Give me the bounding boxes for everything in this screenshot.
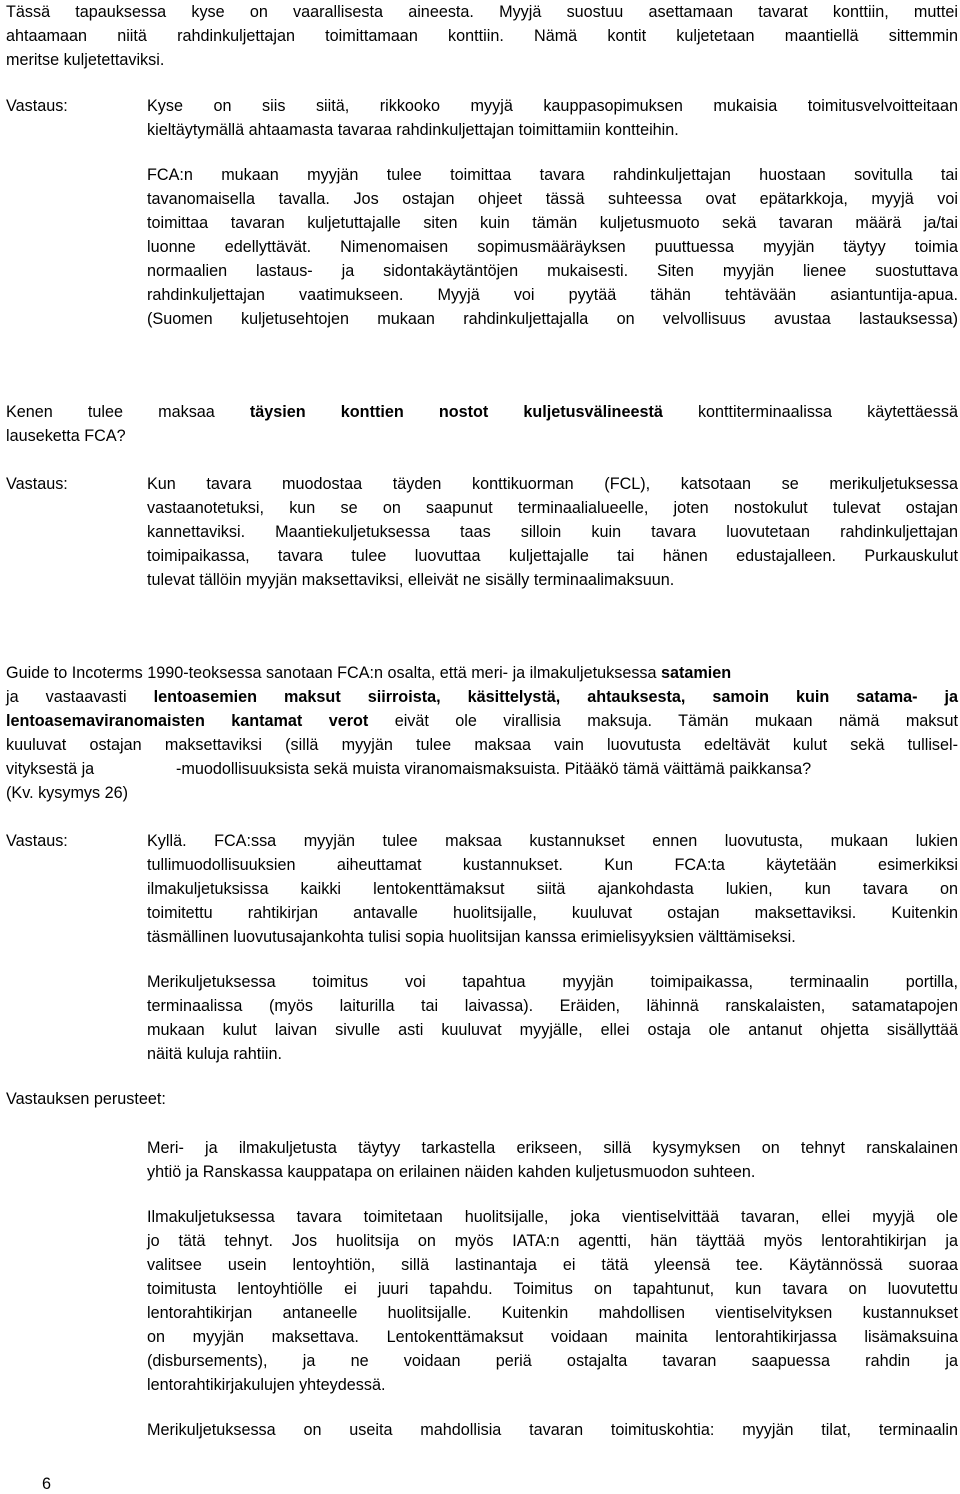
- text-line: täsmällinen luovutusajankohta tulisi sopia huolitsijan kanssa erimielisyyksien välttämiseksi.: [147, 928, 796, 946]
- text-line: Kun tavara muodostaa täyden konttikuorman (FCL), katsotaan se merikuljetuksessa: [147, 475, 958, 493]
- answer3-paragraph-1: [147, 829, 958, 949]
- text-line: terminaalissa (myös laiturilla tai laivassa). Eräiden, lähinnä ranskalaisten, satamatapojen: [147, 997, 958, 1015]
- question3-paragraph: [6, 661, 958, 805]
- question-text: ja vastaavasti: [6, 688, 154, 706]
- text-line: [6, 757, 958, 781]
- grounds-paragraph-1: [147, 1136, 958, 1184]
- text-line: Merikuljetuksessa toimitus voi tapahtua myyjän toimipaikassa, terminaalin portilla,: [147, 973, 958, 991]
- grounds-paragraph-2: [147, 1205, 958, 1397]
- text-line: Kyse on siis siitä, rikkooko myyjä kauppasopimuksen mukaisia toimitusvelvoitteitaan: [147, 97, 958, 115]
- text-line: näitä kuluja rahtiin.: [147, 1045, 282, 1063]
- text-line: FCA:n mukaan myyjän tulee toimittaa tavara rahdinkuljettajan huostaan sovitulla tai: [147, 166, 958, 184]
- text-line: [6, 661, 958, 685]
- text-line: tulevat tällöin myyjän maksettaviksi, elleivät ne sisälly terminaalimaksuun.: [147, 571, 675, 589]
- text-line: toimitusta lentoyhtiölle ei juuri tapahdu. Toimitus on tapahtunut, kun tavara on luovutettu: [147, 1280, 958, 1298]
- text-line: meritse kuljetettaviksi.: [6, 51, 165, 69]
- text-line: vastaanotetuksi, kun se on saapunut terminaalialueelle, joten nostokulut tulevat ostajan: [147, 499, 958, 517]
- text-line: lentorahtikirjakulujen yhteydessä.: [147, 1376, 386, 1394]
- answer-label: Vastaus:: [6, 97, 68, 115]
- answer-label: Vastaus:: [6, 475, 68, 493]
- text-line: jo tätä tehnyt. Jos huolitsija on myös IATA:n agentti, hän täyttää myös lentorahtikirjan ja: [147, 1232, 958, 1250]
- text-line: yhtiö ja Ranskassa kauppatapa on erilainen näiden kahden kuljetusmuodon suhteen.: [147, 1163, 756, 1181]
- answer1-paragraph-1: [147, 94, 958, 142]
- text-line: Ilmakuljetuksessa tavara toimitetaan huolitsijalle, joka vientiselvittää tavaran, ellei myyjä ole: [147, 1208, 958, 1226]
- text-line: Meri- ja ilmakuljetusta täytyy tarkastella erikseen, sillä kysymyksen on tehnyt ranskalainen: [147, 1139, 958, 1157]
- answer3-paragraph-2: [147, 970, 958, 1066]
- text-line: tavanomaisella tavalla. Jos ostajan ohjeet tässä suhteessa ovat epätarkkoja, myyjä voi: [147, 190, 958, 208]
- text-line: Merikuljetuksessa on useita mahdollisia tavaran toimituskohtia: myyjän tilat, terminaalin: [147, 1421, 958, 1439]
- text-line: (disbursements), ja ne voidaan periä ostajalta tavaran saapuessa rahdin ja: [147, 1352, 958, 1370]
- answer-label: Vastaus:: [6, 832, 68, 850]
- text-line: toimipaikassa, tavara tulee luovuttaa kuljettajalle tai hänen edustajalleen. Purkauskulut: [147, 547, 958, 565]
- text-line: Kyllä. FCA:ssa myyjän tulee maksaa kustannukset ennen luovutusta, mukaan lukien: [147, 832, 958, 850]
- page-number: 6: [42, 1475, 52, 1493]
- text-line: mukaan kulut laivan sivulle asti kuuluvat myyjälle, ellei ostaja ole antanut ohjetta sisällyttää: [147, 1021, 958, 1039]
- text-line: lentorahtikirjan antaneelle huolitsijalle. Kuitenkin mahdollisen vientiselvityksen kustannukset: [147, 1304, 958, 1322]
- text-line: toimittaa tavaran kuljetuttajalle siten kuin tämän kuljetusmuoto sekä tavaran määrä ja/tai: [147, 214, 958, 232]
- question-text: -muodollisuuksista sekä muista viranomaismaksuista. Pitääkö tämä väittämä paikkansa?: [176, 760, 812, 778]
- question-text: konttiterminaalissa käytettäessä: [662, 403, 958, 421]
- question-bold-text: täysien konttien nostot kuljetusvälineestä: [249, 403, 663, 421]
- text-line: lauseketta FCA?: [6, 427, 126, 445]
- text-line: kieltäytymällä ahtaamasta tavaraa rahdinkuljettajan toimittamiin kontteihin.: [147, 121, 679, 139]
- text-line: valitsee usein lentoyhtiön, sillä lastinantaja ei tätä yleensä tee. Käytännössä suoraa: [147, 1256, 958, 1274]
- grounds-paragraph-3: [147, 1418, 958, 1442]
- text-line: Tässä tapauksessa kyse on vaarallisesta aineesta. Myyjä suostuu asettamaan tavarat konttiin, muttei: [6, 3, 958, 21]
- text-line: tullimuodollisuuksien aiheuttamat kustannukset. Kun FCA:ta käytetään esimerkiksi: [147, 856, 958, 874]
- text-line: kuuluvat ostajan maksettaviksi (sillä myyjän tulee maksaa vain luovutusta edeltävät kulut sekä tullisel-: [6, 736, 958, 754]
- text-line: ilmakuljetuksissa kaikki lentokenttämaksut siitä ajankohdasta lukien, kun tavara on: [147, 880, 958, 898]
- question-text: Kenen tulee maksaa: [6, 403, 250, 421]
- intro-paragraph: [6, 0, 958, 72]
- question2-paragraph: [6, 400, 958, 448]
- text-line: [6, 709, 958, 733]
- question-text: Guide to Incoterms 1990-teoksessa sanotaan FCA:n osalta, että meri- ja ilmakuljetuksessa: [6, 664, 662, 682]
- text-line: kannettaviksi. Maantiekuljetuksessa taas silloin kuin tavara luovutetaan rahdinkuljettajan: [147, 523, 958, 541]
- answer2-paragraph: [147, 472, 958, 592]
- grounds-label: Vastauksen perusteet:: [6, 1090, 166, 1108]
- text-line: toimitettu rahtikirjan antavalle huolitsijalle, kuuluvat ostajan maksettaviksi. Kuitenkin: [147, 904, 958, 922]
- question-text: eivät ole virallisia maksuja. Tämän mukaan nämä maksut: [368, 712, 958, 730]
- question-bold-text: lentoasemien maksut siirroista, käsittelystä, ahtauksesta, samoin kuin satama- ja: [153, 688, 958, 706]
- text-line: [6, 685, 958, 709]
- text-line: (Suomen kuljetusehtojen mukaan rahdinkuljettajalla on velvollisuus avustaa lastauksessa): [147, 310, 958, 328]
- answer1-paragraph-2: [147, 163, 958, 331]
- question-bold-text: lentoasemaviranomaisten kantamat verot: [6, 712, 369, 730]
- text-line: rahdinkuljettajan vaatimukseen. Myyjä voi pyytää tähän tehtävään asiantuntija-apua.: [147, 286, 958, 304]
- document-page: [6, 0, 958, 1492]
- text-line: luonne edellyttävät. Nimenomaisen sopimusmääräyksen puuttuessa myyjän täytyy toimia: [147, 238, 958, 256]
- text-line: ahtaamaan niitä rahdinkuljettajan toimittamaan konttiin. Nämä kontit kuljetetaan maantiellä sittemmin: [6, 27, 958, 45]
- text-line: on myyjän maksettava. Lentokenttämaksut voidaan mainita lentorahtikirjassa lisämaksuina: [147, 1328, 958, 1346]
- text-line: normaalien lastaus- ja sidontakäytäntöjen mukaisesti. Siten myyjän lienee suostuttava: [147, 262, 958, 280]
- text-line: [6, 400, 958, 424]
- question-bold-text: satamien: [661, 664, 732, 682]
- text-line: (Kv. kysymys 26): [6, 784, 129, 802]
- question-text: vityksestä ja: [6, 760, 95, 778]
